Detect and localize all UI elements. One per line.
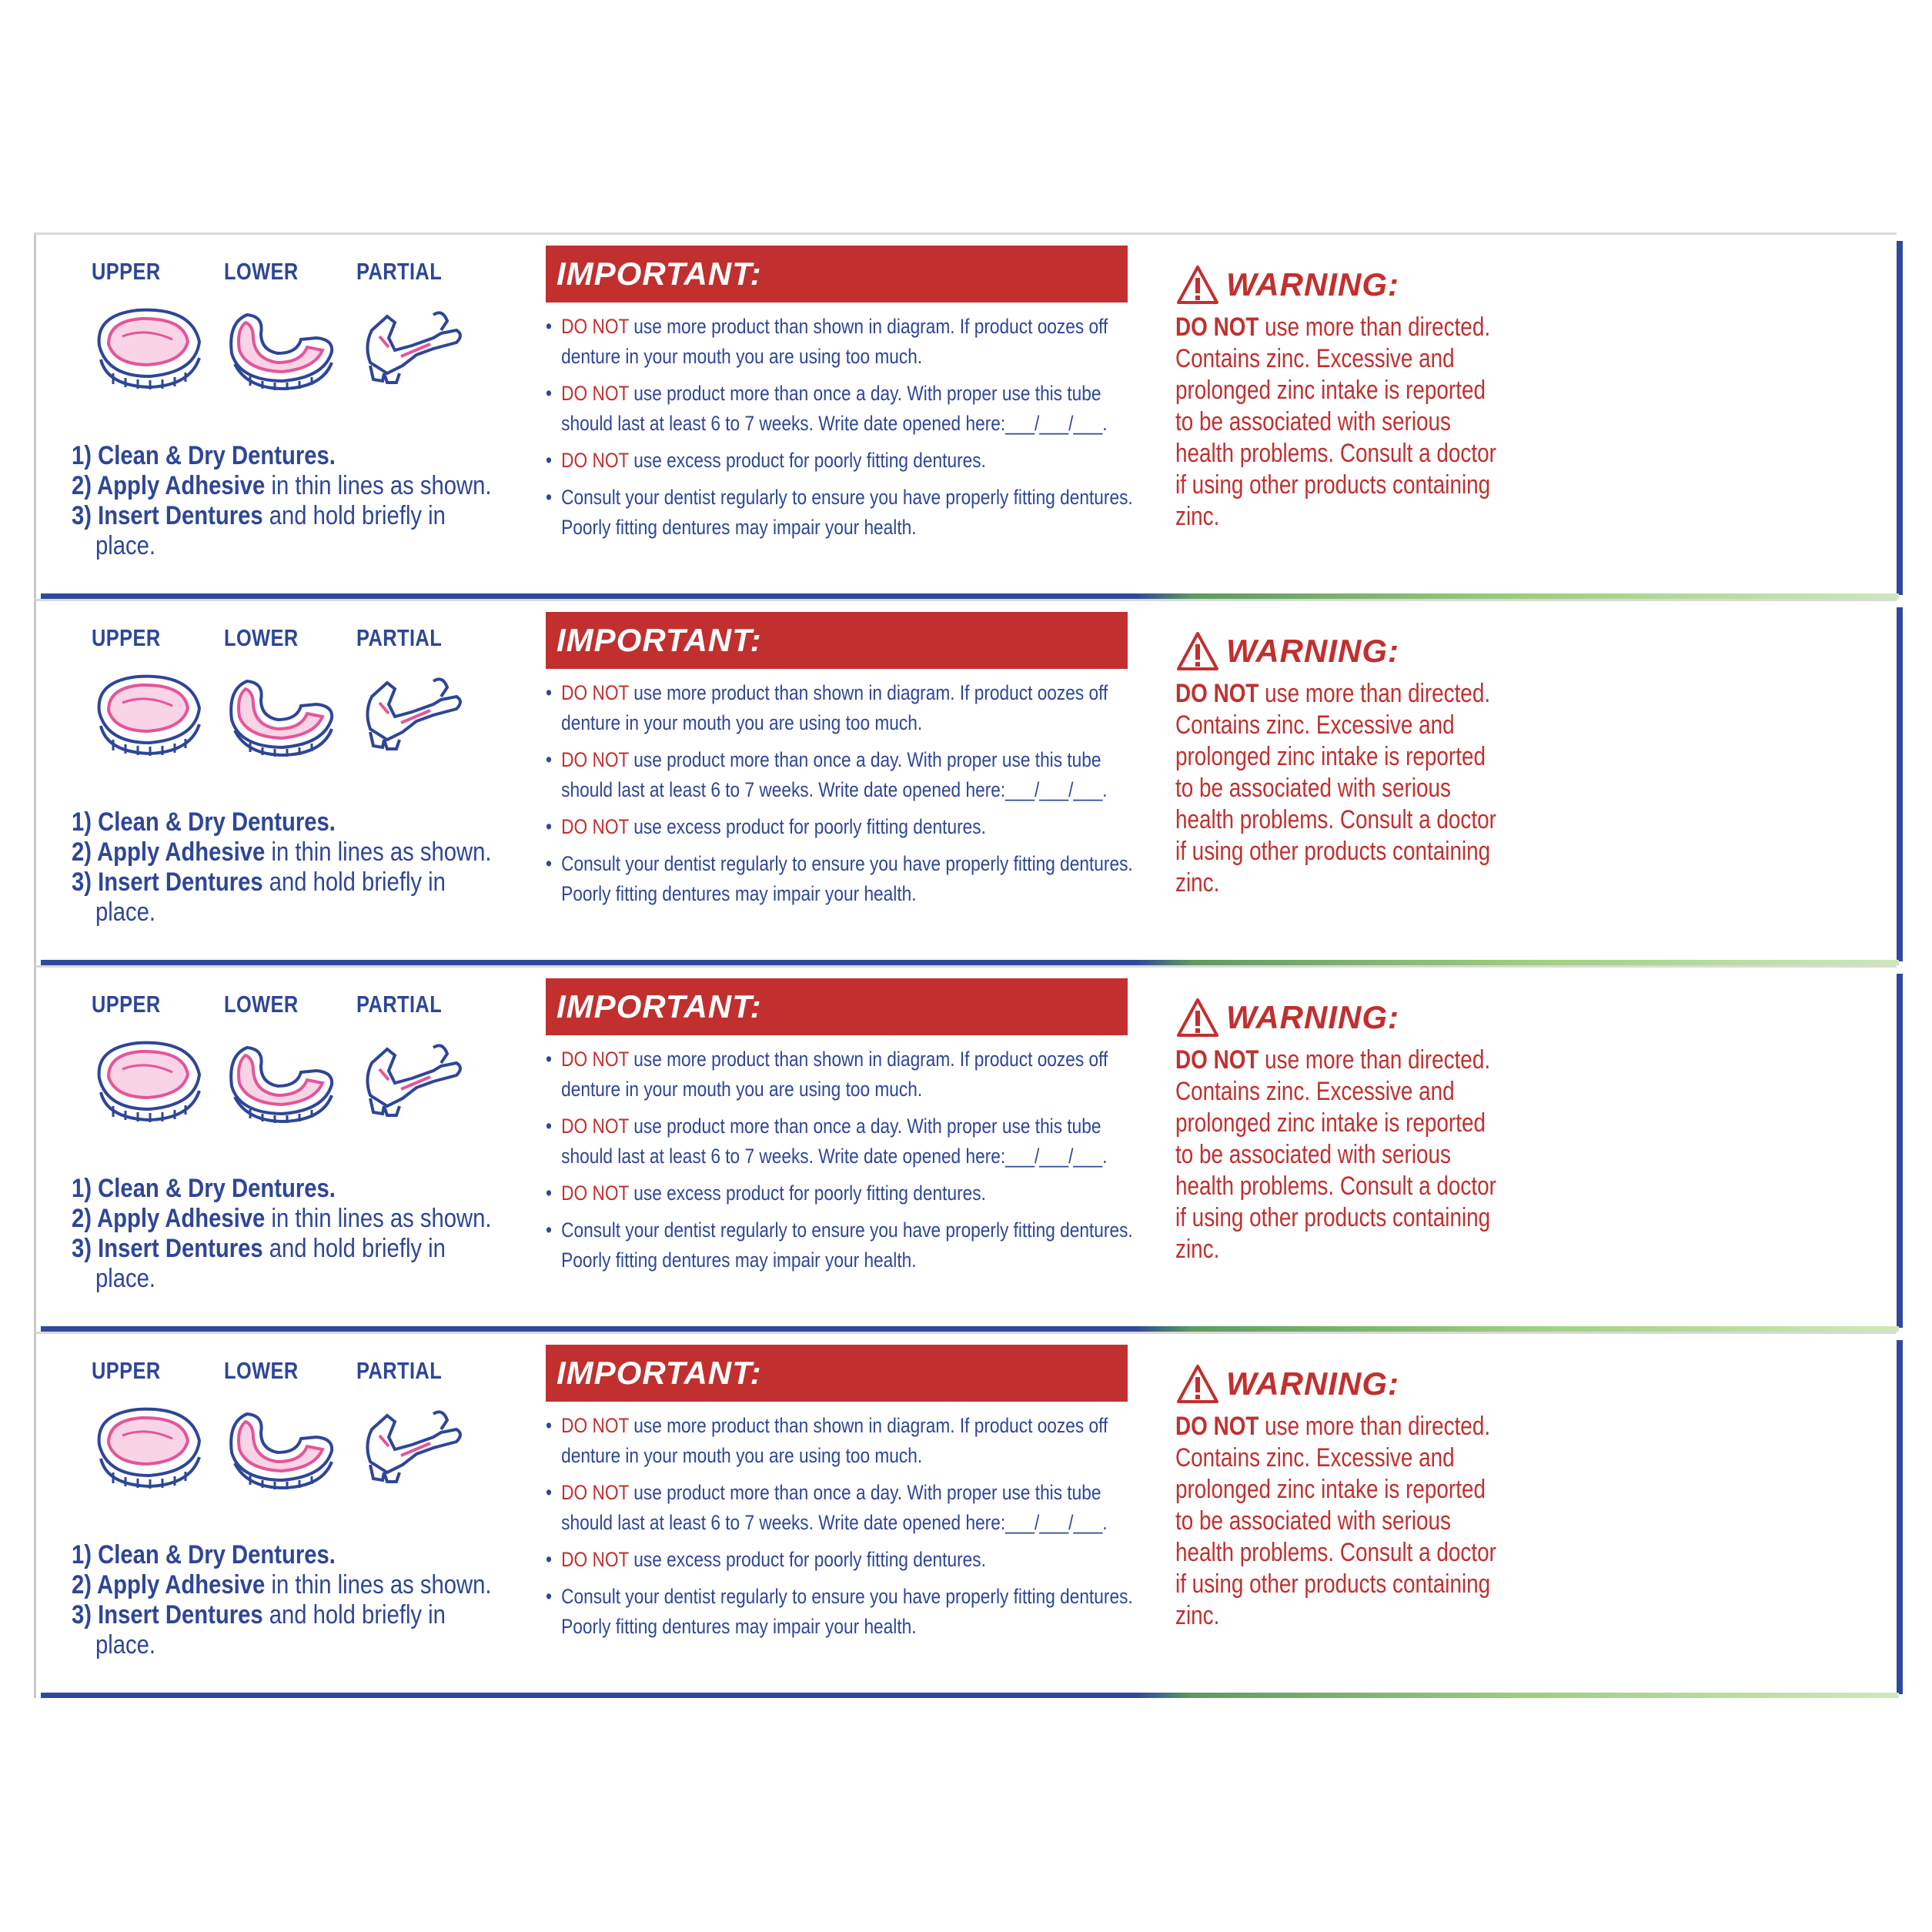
warning-header — [1175, 630, 1499, 672]
partial-denture-icon — [356, 1032, 472, 1125]
diagram-label: LOWER — [224, 1357, 299, 1384]
lower-denture-icon — [224, 299, 339, 392]
diagram-label: UPPER — [92, 624, 161, 651]
important-item: • DO NOT use excess product for poorly fitting dentures. — [546, 812, 1138, 842]
important-list — [546, 1045, 1133, 1275]
label-panel-stack — [34, 232, 1904, 1698]
important-header: IMPORTANT: — [546, 246, 1128, 303]
important-item: • DO NOT use more product than shown in diagram. If product oozes off denture in your mouth you are using too much. — [546, 1045, 1138, 1105]
partial-denture-icon — [356, 666, 472, 758]
important-item: • DO NOT use more product than shown in diagram. If product oozes off denture in your mouth you are using too much. — [546, 312, 1138, 372]
diagram-partial — [356, 991, 487, 1125]
step-1: 1) Clean & Dry Dentures. — [72, 1540, 336, 1569]
important-list — [546, 678, 1133, 909]
important-item: • DO NOT use product more than once a day. With proper use this tube should last at least 6 to 7 weeks. Write date opened here:___/___/___. — [546, 1478, 1138, 1538]
step-2: 2) Apply Adhesive in thin lines as shown. — [72, 837, 492, 867]
panel-bottom-stripe — [41, 593, 1899, 599]
important-list — [546, 312, 1133, 543]
upper-denture-icon — [92, 1032, 207, 1125]
denture-diagrams — [56, 258, 518, 412]
diagram-upper — [92, 991, 222, 1125]
diagram-label: UPPER — [92, 991, 161, 1018]
upper-denture-icon — [92, 299, 207, 392]
diagram-lower — [224, 624, 355, 758]
warning-header — [1175, 997, 1499, 1038]
warning-text: DO NOT use more than directed. Contains zinc. Excessive and prolonged zinc intake is reported to be associated with serious health problems. Consult a doctor if using other products containing zinc. — [1175, 1045, 1496, 1264]
important-section — [546, 978, 1133, 1282]
lower-denture-icon — [224, 1032, 339, 1125]
warning-section — [1175, 264, 1499, 533]
important-section — [546, 1345, 1133, 1649]
panel-edge — [1897, 241, 1903, 595]
partial-denture-icon — [356, 1399, 472, 1491]
warning-section — [1175, 1363, 1499, 1632]
warning-title: WARNING: — [1226, 266, 1399, 303]
panel-bottom-stripe — [41, 1326, 1899, 1332]
diagram-label: UPPER — [92, 258, 161, 285]
lower-denture-icon — [224, 1399, 339, 1491]
label-panel — [34, 232, 1897, 599]
warning-triangle-icon — [1175, 264, 1220, 306]
important-item: • DO NOT use product more than once a day. With proper use this tube should last at least 6 to 7 weeks. Write date opened here:___/___/___. — [546, 745, 1138, 805]
step-2: 2) Apply Adhesive in thin lines as shown. — [72, 471, 492, 500]
usage-steps — [72, 1540, 533, 1660]
important-item: • DO NOT use more product than shown in diagram. If product oozes off denture in your mouth you are using too much. — [546, 1411, 1138, 1471]
diagram-lower — [224, 1357, 355, 1491]
important-header: IMPORTANT: — [546, 1345, 1128, 1402]
step-3: 3) Insert Dentures and hold briefly in place. — [72, 1234, 446, 1293]
important-header: IMPORTANT: — [546, 612, 1128, 669]
important-item: • DO NOT use excess product for poorly fitting dentures. — [546, 1178, 1138, 1208]
warning-text: DO NOT use more than directed. Contains zinc. Excessive and prolonged zinc intake is reported to be associated with serious health problems. Consult a doctor if using other products containing zinc. — [1175, 679, 1496, 897]
warning-triangle-icon — [1175, 1363, 1220, 1405]
important-item: • DO NOT use excess product for poorly fitting dentures. — [546, 1545, 1138, 1575]
denture-diagrams — [56, 991, 518, 1145]
step-1: 1) Clean & Dry Dentures. — [72, 1174, 336, 1203]
warning-section — [1175, 997, 1499, 1265]
usage-steps — [72, 441, 533, 561]
step-1: 1) Clean & Dry Dentures. — [72, 441, 336, 470]
usage-steps — [72, 807, 533, 928]
panel-bottom-stripe — [41, 1693, 1899, 1698]
warning-section — [1175, 630, 1499, 899]
denture-diagrams — [56, 624, 518, 778]
panel-edge — [1897, 974, 1903, 1328]
step-3: 3) Insert Dentures and hold briefly in place. — [72, 867, 446, 927]
upper-denture-icon — [92, 1399, 207, 1491]
diagram-lower — [224, 991, 355, 1125]
diagram-label: PARTIAL — [356, 258, 443, 285]
panel-edge — [1897, 1340, 1903, 1694]
important-item: • DO NOT use product more than once a day. With proper use this tube should last at least 6 to 7 weeks. Write date opened here:___/___/___. — [546, 379, 1138, 439]
warning-title: WARNING: — [1226, 1365, 1399, 1402]
denture-diagrams — [56, 1357, 518, 1511]
label-panel — [34, 1332, 1897, 1698]
diagram-lower — [224, 258, 355, 392]
important-header: IMPORTANT: — [546, 978, 1128, 1035]
important-item: • Consult your dentist regularly to ensure you have properly fitting dentures. Poorly fitting dentures may impair your health. — [546, 1215, 1138, 1275]
important-item: • DO NOT use product more than once a day. With proper use this tube should last at least 6 to 7 weeks. Write date opened here:___/___/___. — [546, 1111, 1138, 1172]
diagram-label: LOWER — [224, 258, 299, 285]
lower-denture-icon — [224, 666, 339, 758]
important-item: • Consult your dentist regularly to ensure you have properly fitting dentures. Poorly fitting dentures may impair your health. — [546, 483, 1138, 543]
warning-header — [1175, 1363, 1499, 1405]
diagram-label: UPPER — [92, 1357, 161, 1384]
diagram-partial — [356, 258, 487, 392]
important-list — [546, 1411, 1133, 1642]
partial-denture-icon — [356, 299, 472, 392]
step-3: 3) Insert Dentures and hold briefly in place. — [72, 1600, 446, 1660]
panel-bottom-stripe — [41, 960, 1899, 965]
diagram-label: LOWER — [224, 991, 299, 1018]
important-item: • DO NOT use more product than shown in diagram. If product oozes off denture in your mouth you are using too much. — [546, 678, 1138, 738]
warning-text: DO NOT use more than directed. Contains zinc. Excessive and prolonged zinc intake is reported to be associated with serious health problems. Consult a doctor if using other products containing zinc. — [1175, 1412, 1496, 1630]
step-2: 2) Apply Adhesive in thin lines as shown. — [72, 1204, 492, 1233]
warning-triangle-icon — [1175, 997, 1220, 1038]
diagram-label: PARTIAL — [356, 1357, 443, 1384]
panel-edge — [1897, 607, 1903, 961]
important-section — [546, 246, 1133, 550]
label-panel — [34, 599, 1897, 965]
diagram-label: PARTIAL — [356, 624, 443, 651]
important-item: • Consult your dentist regularly to ensure you have properly fitting dentures. Poorly fitting dentures may impair your health. — [546, 849, 1138, 909]
important-item: • DO NOT use excess product for poorly fitting dentures. — [546, 446, 1138, 476]
important-section — [546, 612, 1133, 916]
warning-title: WARNING: — [1226, 633, 1399, 669]
diagram-upper — [92, 1357, 222, 1491]
step-2: 2) Apply Adhesive in thin lines as shown. — [72, 1570, 492, 1599]
diagram-partial — [356, 624, 487, 758]
diagram-upper — [92, 624, 222, 758]
diagram-partial — [356, 1357, 487, 1491]
upper-denture-icon — [92, 666, 207, 758]
warning-title: WARNING: — [1226, 999, 1399, 1035]
label-panel — [34, 965, 1897, 1332]
warning-header — [1175, 264, 1499, 306]
diagram-label: LOWER — [224, 624, 299, 651]
warning-triangle-icon — [1175, 630, 1220, 672]
important-item: • Consult your dentist regularly to ensure you have properly fitting dentures. Poorly fitting dentures may impair your health. — [546, 1582, 1138, 1642]
usage-steps — [72, 1174, 533, 1294]
step-1: 1) Clean & Dry Dentures. — [72, 807, 336, 837]
diagram-label: PARTIAL — [356, 991, 443, 1018]
warning-text: DO NOT use more than directed. Contains zinc. Excessive and prolonged zinc intake is reported to be associated with serious health problems. Consult a doctor if using other products containing zinc. — [1175, 313, 1496, 531]
diagram-upper — [92, 258, 222, 392]
step-3: 3) Insert Dentures and hold briefly in place. — [72, 501, 446, 560]
